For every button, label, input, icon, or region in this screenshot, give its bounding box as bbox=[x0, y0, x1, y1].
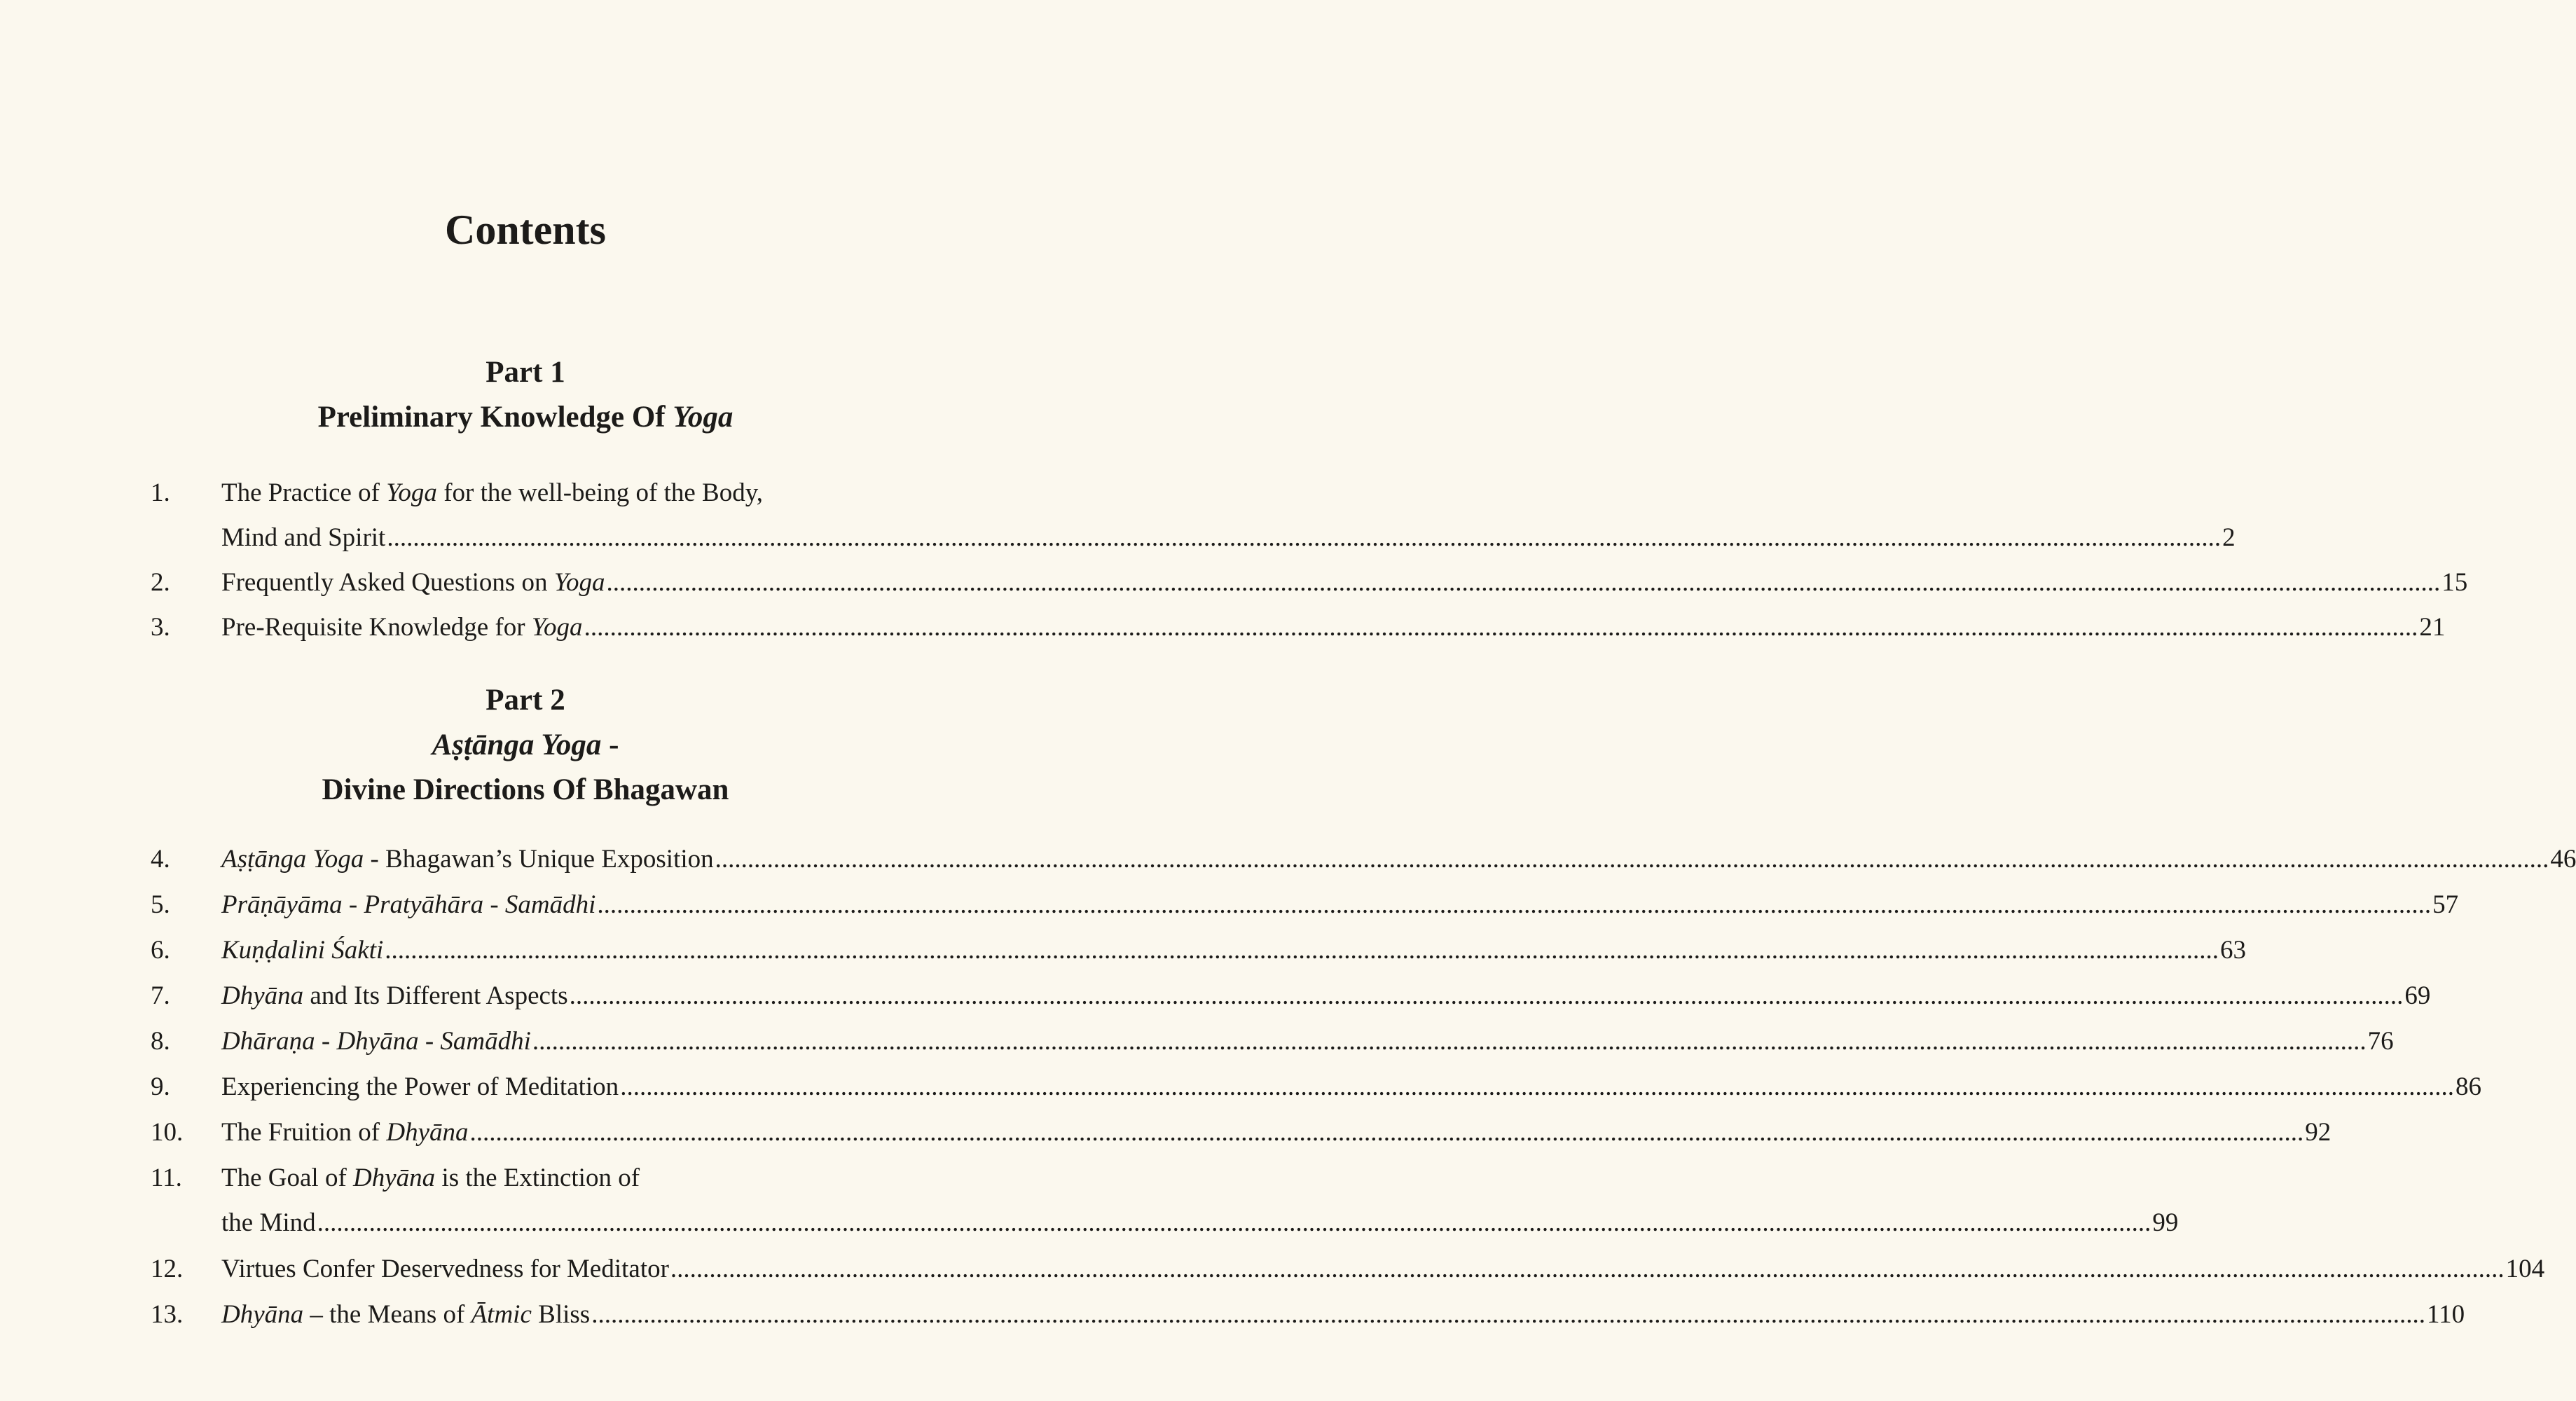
part-2-heading bbox=[140, 678, 911, 813]
entry-title: Dhāraṇa - Dhyāna - Samādhi ........................................................................................................................................................................................................................................................................................... 76 bbox=[221, 1019, 914, 1064]
entry-number: 12. bbox=[151, 1255, 184, 1283]
page-title: Contents bbox=[444, 207, 606, 253]
entry-number: 13. bbox=[151, 1300, 184, 1329]
entry-number: 1. bbox=[151, 478, 170, 507]
dot-leader: ........................................................................................................................................................................................................................................................................................... bbox=[532, 1027, 2367, 1056]
entry-title-line-2: Mind and Spirit ........................................................................................................................................................................................................................................................................................... 2 bbox=[221, 516, 914, 560]
page-number: 15 bbox=[2441, 568, 2468, 597]
page-number: 86 bbox=[2455, 1072, 2481, 1101]
entry-number: 10. bbox=[151, 1118, 184, 1147]
page-number: 104 bbox=[2505, 1255, 2545, 1283]
part-2-subtitle-line-2: Divine Directions Of Bhagawan bbox=[322, 773, 729, 806]
dot-leader: ........................................................................................................................................................................................................................................................................................... bbox=[715, 845, 2549, 874]
entry-number: 5. bbox=[151, 890, 170, 919]
page-number: 46 bbox=[2550, 845, 2576, 874]
entry-title-line-1: The Goal of Dhyāna is the Extinction of bbox=[221, 1164, 640, 1192]
entry-number: 7. bbox=[151, 981, 170, 1010]
part-2-label: Part 2 bbox=[485, 684, 565, 717]
page-number: 57 bbox=[2432, 890, 2459, 919]
entry-number: 2. bbox=[151, 568, 170, 597]
part-1-heading bbox=[140, 350, 911, 440]
dot-leader: ........................................................................................................................................................................................................................................................................................... bbox=[387, 523, 2222, 552]
part-1-subtitle: Preliminary Knowledge Of Yoga bbox=[317, 401, 733, 434]
dot-leader: ........................................................................................................................................................................................................................................................................................... bbox=[385, 936, 2219, 965]
page-number: 92 bbox=[2305, 1118, 2332, 1147]
entry-number: 9. bbox=[151, 1072, 170, 1101]
entry-title: Kuṇḍalini Śakti ........................................................................................................................................................................................................................................................................................... 63 bbox=[221, 928, 914, 973]
dot-leader: ........................................................................................................................................................................................................................................................................................... bbox=[620, 1072, 2454, 1101]
entry-title: Frequently Asked Questions on Yoga ........................................................................................................................................................................................................................................................................................... 15 bbox=[221, 560, 914, 605]
entry-number: 3. bbox=[151, 613, 170, 642]
entry-title: Aṣṭānga Yoga - Bhagawan’s Unique Exposition ........................................................................................................................................................................................................................................................................................... 46 bbox=[221, 837, 914, 882]
dot-leader: ........................................................................................................................................................................................................................................................................................... bbox=[597, 890, 2432, 919]
page-number: 110 bbox=[2426, 1300, 2465, 1329]
dot-leader: ........................................................................................................................................................................................................................................................................................... bbox=[670, 1255, 2505, 1283]
entry-title: Virtues Confer Deservedness for Meditator ........................................................................................................................................................................................................................................................................................... 104 bbox=[221, 1247, 914, 1292]
entry-title-line-1: The Practice of Yoga for the well-being of the Body, bbox=[221, 478, 764, 507]
entry-title-line-2: the Mind ........................................................................................................................................................................................................................................................................................... 99 bbox=[221, 1201, 914, 1245]
part-1-label: Part 1 bbox=[485, 356, 565, 389]
entry-title: Pre-Requisite Knowledge for Yoga ........................................................................................................................................................................................................................................................................................... 21 bbox=[221, 605, 914, 650]
page-number: 69 bbox=[2404, 981, 2431, 1010]
entry-title: Dhyāna – the Means of Ātmic Bliss ........................................................................................................................................................................................................................................................................................... 110 bbox=[221, 1292, 914, 1337]
part-2-subtitle-line-1: Aṣṭānga Yoga - bbox=[432, 729, 619, 761]
page-number: 63 bbox=[2220, 936, 2246, 965]
dot-leader: ........................................................................................................................................................................................................................................................................................... bbox=[584, 613, 2418, 642]
entry-title: The Fruition of Dhyāna ........................................................................................................................................................................................................................................................................................... 92 bbox=[221, 1110, 914, 1155]
entry-title: Prāṇāyāma - Pratyāhāra - Samādhi ........................................................................................................................................................................................................................................................................................... 57 bbox=[221, 883, 914, 927]
entry-number: 4. bbox=[151, 845, 170, 874]
entry-title: Experiencing the Power of Meditation ........................................................................................................................................................................................................................................................................................... 86 bbox=[221, 1065, 914, 1110]
dot-leader: ........................................................................................................................................................................................................................................................................................... bbox=[469, 1118, 2304, 1147]
dot-leader: ........................................................................................................................................................................................................................................................................................... bbox=[591, 1300, 2425, 1329]
entry-number: 11. bbox=[151, 1164, 182, 1192]
dot-leader: ........................................................................................................................................................................................................................................................................................... bbox=[569, 981, 2404, 1010]
entry-number: 8. bbox=[151, 1027, 170, 1056]
dot-leader: ........................................................................................................................................................................................................................................................................................... bbox=[317, 1208, 2151, 1237]
entry-number: 6. bbox=[151, 936, 170, 965]
page-number: 99 bbox=[2152, 1208, 2179, 1237]
dot-leader: ........................................................................................................................................................................................................................................................................................... bbox=[606, 568, 2441, 597]
page-number: 2 bbox=[2222, 523, 2236, 552]
entry-title: Dhyāna and Its Different Aspects ........................................................................................................................................................................................................................................................................................... 69 bbox=[221, 974, 914, 1019]
page-number: 76 bbox=[2367, 1027, 2394, 1056]
page-number: 21 bbox=[2419, 613, 2446, 642]
